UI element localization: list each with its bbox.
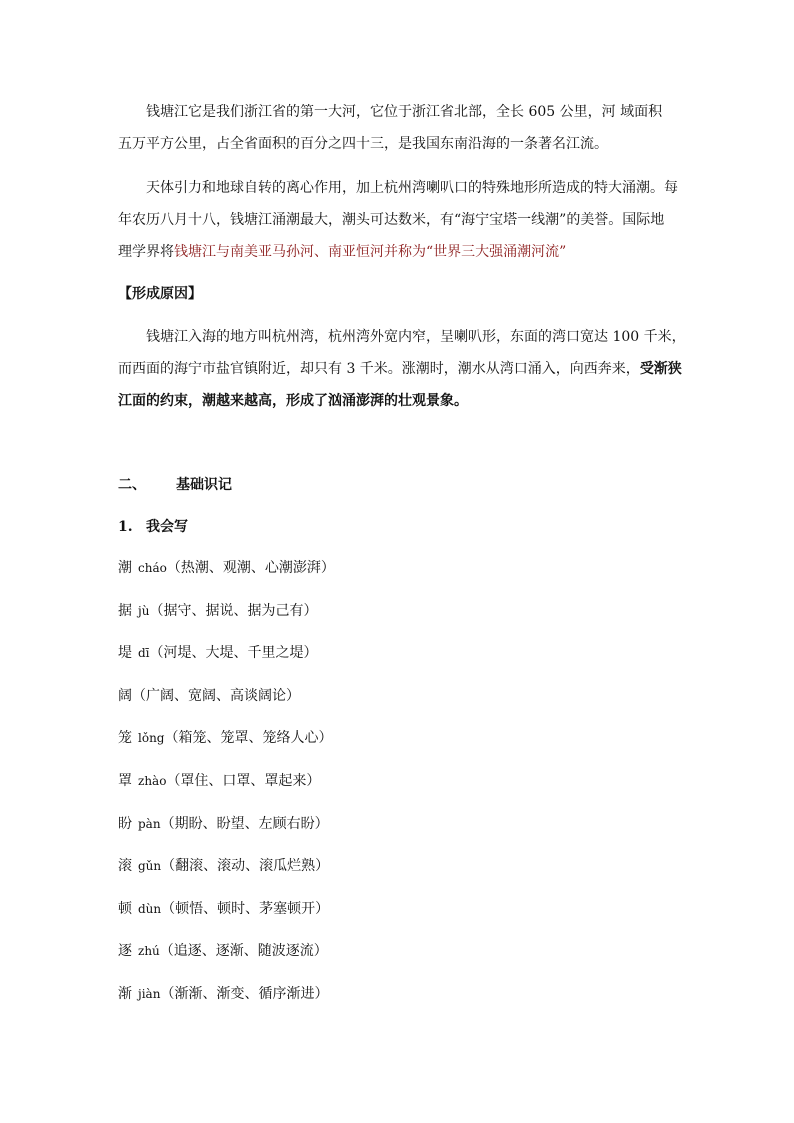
subsection-heading (118, 516, 188, 536)
vocab-char: 据 (118, 602, 132, 619)
vocab-pinyin: pàn (138, 816, 161, 831)
formation-line-1: 钱塘江入海的地方叫杭州湾，杭州湾外宽内窄，呈喇叭形，东面的湾口宽达 100 千米， (146, 329, 686, 345)
formation-paragraph (118, 321, 686, 417)
vocab-char: 笼 (118, 730, 132, 747)
vocab-item (118, 601, 335, 644)
vocab-words: （河堤、大堤、千里之堤） (149, 645, 318, 662)
vocab-words: （渐渐、渐变、循序渐进） (160, 985, 329, 1002)
vocab-words: （翻滚、滚动、滚瓜烂熟） (161, 858, 330, 875)
formation-heading: 【形成原因】 (118, 286, 202, 302)
section-title: 基础识记 (176, 477, 232, 493)
vocab-item (118, 558, 335, 601)
vocab-pinyin: zhú (138, 944, 160, 959)
vocab-char: 阔 (118, 687, 132, 704)
vocab-item (118, 814, 335, 857)
vocab-words: （期盼、盼望、左顾右盼） (160, 815, 329, 832)
vocab-item (118, 984, 335, 1027)
vocab-item (118, 941, 335, 984)
vocab-item (118, 686, 335, 729)
vocab-list (118, 558, 335, 1027)
vocab-item (118, 728, 335, 771)
subsection-number: 1. (118, 519, 133, 535)
vocab-words: （热潮、观潮、心潮澎湃） (166, 560, 335, 576)
vocab-pinyin: dī (138, 646, 150, 661)
formation-line-2 (118, 353, 682, 385)
vocab-item (118, 643, 335, 686)
section-number: 二、 (118, 477, 146, 493)
intro-paragraph-2 (118, 172, 678, 268)
formation-line-2-normal: 而西面的海宁市盐官镇附近，却只有 3 千米。涨潮时，潮水从湾口涌入，向西奔来， (118, 361, 640, 377)
vocab-pinyin: zhào (138, 773, 167, 788)
formation-line-2-bold: 受渐狭 (639, 361, 682, 377)
vocab-char: 逐 (118, 943, 132, 960)
vocab-pinyin: gǔn (138, 859, 162, 874)
intro-p2-line-3-normal: 理学界将 (118, 244, 174, 260)
vocab-char: 盼 (118, 815, 132, 832)
intro-p1-line-2: 五万平方公里，占全省面积的百分之四十三，是我国东南沿海的一条著名江流。 (118, 136, 608, 152)
vocab-words: （罩住、口罩、罩起来） (166, 772, 321, 789)
formation-line-3: 江面的约束，潮越来越高，形成了汹涌澎湃的壮观景象。 (118, 393, 468, 409)
vocab-words: （据守、据说、据为己有） (149, 602, 318, 619)
intro-p2-highlight: 钱塘江与南美亚马孙河、南亚恒河并称为“世界三大强涌潮河流” (174, 244, 567, 260)
vocab-pinyin: jiàn (138, 986, 161, 1001)
vocab-char: 潮 (118, 560, 132, 576)
vocab-pinyin: jù (138, 603, 150, 618)
intro-p2-line-3 (118, 236, 678, 268)
vocab-item (118, 856, 335, 899)
intro-p1-line-1: 钱塘江它是我们浙江省的第一大河，它位于浙江省北部，全长 605 公里，河 域面积 (146, 104, 663, 120)
vocab-char: 滚 (118, 858, 132, 875)
vocab-pinyin: lǒng (138, 731, 165, 746)
vocab-item (118, 899, 335, 942)
vocab-char: 堤 (118, 645, 132, 662)
vocab-item (118, 771, 335, 814)
intro-p2-line-2: 年农历八月十八，钱塘江涌潮最大，潮头可达数米，有“海宁宝塔一线潮”的美誉。国际地 (118, 212, 665, 228)
intro-p2-line-1: 天体引力和地球自转的离心作用，加上杭州湾喇叭口的特殊地形所造成的特大涌潮。每 (146, 180, 678, 196)
vocab-pinyin: cháo (138, 561, 167, 575)
vocab-char: 渐 (118, 985, 132, 1002)
vocab-words: （追逐、逐渐、随波逐流） (159, 943, 328, 960)
vocab-words: （顿悟、顿时、茅塞顿开） (161, 900, 330, 917)
intro-paragraph-1 (118, 96, 678, 160)
vocab-words: （箱笼、笼罩、笼络人心） (164, 730, 333, 747)
vocab-char: 罩 (118, 772, 132, 789)
vocab-char: 顿 (118, 900, 132, 917)
subsection-title: 我会写 (146, 519, 188, 535)
vocab-pinyin: dùn (138, 901, 162, 916)
section-heading (118, 474, 232, 494)
vocab-words: （广阔、宽阔、高谈阔论） (132, 687, 300, 704)
